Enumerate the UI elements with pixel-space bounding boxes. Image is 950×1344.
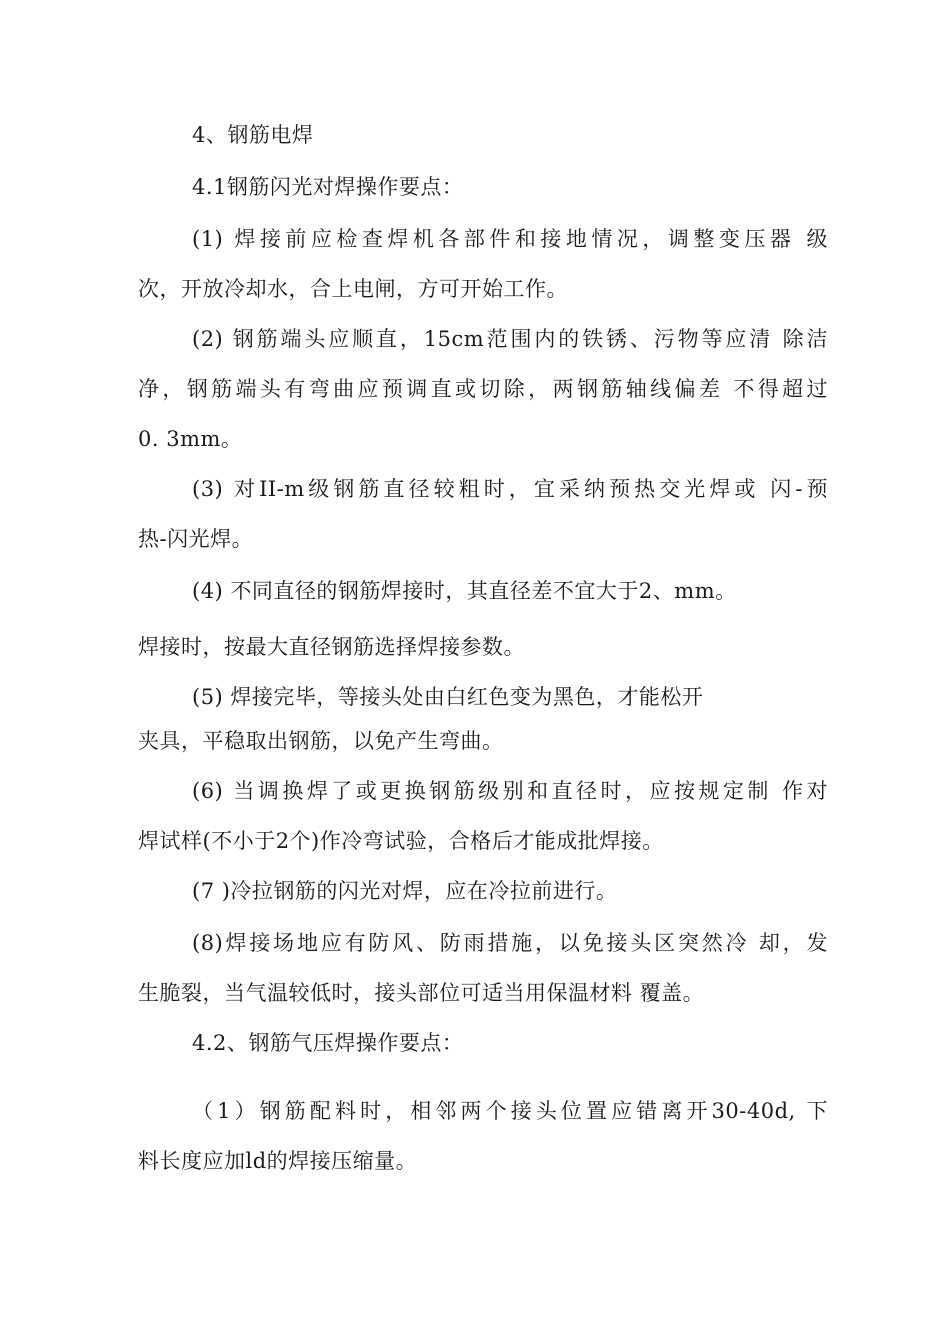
- item-4-2-1-line-1: （1）钢筋配料时，相邻两个接头位置应错离开30-40d, 下: [192, 1099, 828, 1123]
- item-4-line-1: (4) 不同直径的钢筋焊接时，其直径差不宜大于2、mm。: [192, 579, 737, 603]
- section-4-1-title: 4.1钢筋闪光对焊操作要点：: [192, 175, 464, 199]
- item-8-line-1: (8)焊接场地应有防风、防雨措施，以免接头区突然冷 却，发: [192, 931, 828, 955]
- item-2-line-2: 净，钢筋端头有弯曲应预调直或切除，两钢筋轴线偏差 不得超过: [138, 377, 828, 401]
- item-2-line-3: 0. 3mm。: [138, 427, 243, 451]
- item-3-line-1: (3) 对II-m级钢筋直径较粗时，宜采纳预热交光焊或 闪-预: [192, 477, 828, 501]
- item-6-line-1: (6) 当调换焊了或更换钢筋级别和直径时，应按规定制 作对: [192, 779, 828, 803]
- section-4-title: 4、钢筋电焊: [192, 123, 314, 147]
- item-2-line-1: (2) 钢筋端头应顺直，15cm范围内的铁锈、污物等应清 除洁: [192, 327, 828, 351]
- item-1-line-1: (1) 焊接前应检查焊机各部件和接地情况，调整变压器 级: [192, 227, 828, 251]
- item-5-line-1: (5) 焊接完毕，等接头处由白红色变为黑色，才能松开: [192, 685, 704, 709]
- item-7-line-1: (7 )冷拉钢筋的闪光对焊，应在冷拉前进行。: [192, 879, 618, 903]
- item-4-2-1-line-2: 料长度应加ld的焊接压缩量。: [138, 1149, 418, 1173]
- section-4-2-title: 4.2、钢筋气压焊操作要点：: [192, 1031, 464, 1055]
- item-8-line-2: 生脆裂，当气温较低时，接头部位可适当用保温材料 覆盖。: [138, 981, 705, 1005]
- item-4-line-2: 焊接时，按最大直径钢筋选择焊接参数。: [138, 635, 525, 659]
- item-6-line-2: 焊试样(不小于2个)作冷弯试验，合格后才能成批焊接。: [138, 829, 664, 853]
- item-3-line-2: 热-闪光焊。: [138, 527, 254, 551]
- item-5-line-2: 夹具，平稳取出钢筋，以免产生弯曲。: [138, 729, 504, 753]
- item-1-line-2: 次，开放冷却水，合上电闸，方可开始工作。: [138, 277, 568, 301]
